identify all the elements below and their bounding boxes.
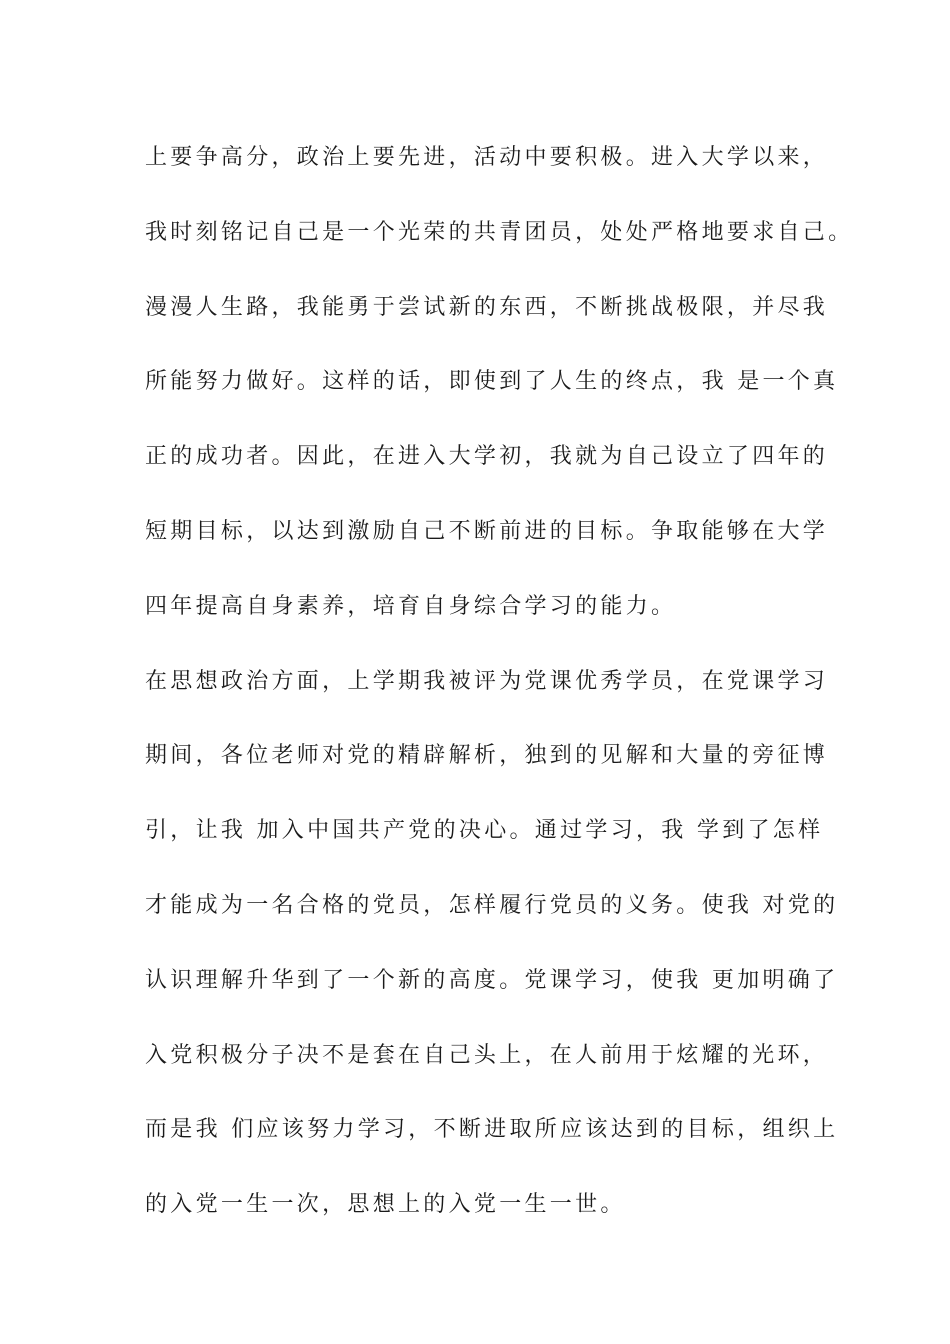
text-line-11: 才能成为一名合格的党员，怎样履行党员的义务。使我 对党的 bbox=[145, 892, 839, 918]
text-line-9: 期间，各位老师对党的精辟解析，独到的见解和大量的旁征博 bbox=[145, 743, 829, 769]
text-line-13: 入党积极分子决不是套在自己头上，在人前用于炫耀的光环， bbox=[145, 1042, 829, 1068]
text-line-15: 的入党一生一次，思想上的入党一生一世。 bbox=[145, 1192, 626, 1218]
text-line-7: 四年提高自身素养，培育自身综合学习的能力。 bbox=[145, 593, 677, 619]
text-line-2: 我时刻铭记自己是一个光荣的共青团员，处处严格地要求自己。 bbox=[145, 219, 854, 245]
document-text bbox=[145, 138, 854, 1260]
text-line-5: 正的成功者。因此，在进入大学初，我就为自己设立了四年的 bbox=[145, 444, 829, 470]
text-line-3: 漫漫人生路，我能勇于尝试新的东西，不断挑战极限，并尽我 bbox=[145, 294, 829, 320]
text-line-12: 认识理解升华到了一个新的高度。党课学习，使我 更加明确了 bbox=[145, 967, 839, 993]
text-line-10: 引，让我 加入中国共产党的决心。通过学习，我 学到了怎样 bbox=[145, 818, 824, 844]
text-line-8: 在思想政治方面，上学期我被评为党课优秀学员，在党课学习 bbox=[145, 668, 829, 694]
text-line-1: 上要争高分，政治上要先进，活动中要积极。进入大学以来， bbox=[145, 145, 829, 170]
text-line-14: 而是我 们应该努力学习，不断进取所应该达到的目标，组织上 bbox=[145, 1117, 839, 1143]
text-line-4: 所能努力做好。这样的话，即使到了人生的终点，我 是一个真 bbox=[145, 369, 839, 395]
text-line-6: 短期目标，以达到激励自己不断前进的目标。争取能够在大学 bbox=[145, 518, 829, 544]
